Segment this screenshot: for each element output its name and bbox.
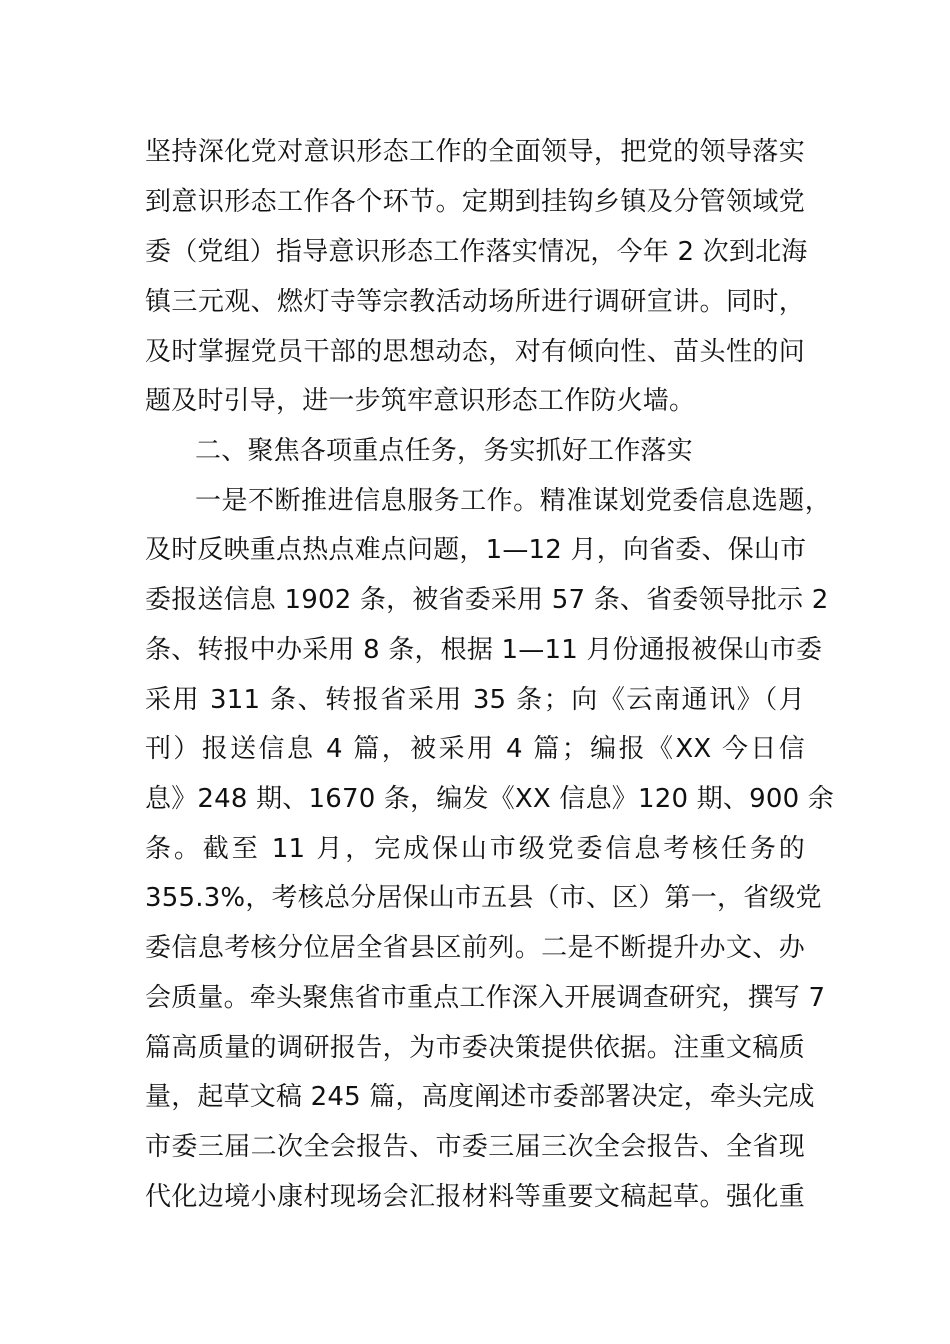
- paragraph-line-4: 镇三元观、燃灯寺等宗教活动场所进行调研宣讲。同时，: [145, 287, 805, 317]
- paragraph-line-13: 息》248 期、1670 条，编发《XX 信息》120 期、900 余: [145, 784, 834, 814]
- paragraph-line-3: 委（党组）指导意识形态工作落实情况，今年 2 次到北海: [145, 237, 808, 267]
- paragraph-line-9: 委报送信息 1902 条，被省委采用 57 条、省委领导批示 2: [145, 585, 829, 615]
- paragraph-line-21: 代化边境小康村现场会汇报材料等重要文稿起草。强化重: [145, 1182, 805, 1212]
- paragraph-line-1: 坚持深化党对意识形态工作的全面领导，把党的领导落实: [145, 137, 805, 167]
- paragraph-line-15: 355.3%，考核总分居保山市五县（市、区）第一，省级党: [145, 883, 822, 913]
- section-heading: 二、聚焦各项重点任务，务实抓好工作落实: [195, 436, 693, 466]
- paragraph-line-20: 市委三届二次全会报告、市委三届三次全会报告、全省现: [145, 1132, 805, 1162]
- paragraph-line-14: 条。截至 11 月，完成保山市级党委信息考核任务的: [145, 834, 805, 864]
- paragraph-line-19: 量，起草文稿 245 篇，高度阐述市委部署决定，牵头完成: [145, 1082, 815, 1112]
- paragraph-line-11: 采用 311 条、转报省采用 35 条；向《云南通讯》（月: [145, 685, 805, 715]
- paragraph-line-6: 题及时引导，进一步筑牢意识形态工作防火墙。: [145, 386, 696, 416]
- paragraph-line-8: 及时反映重点热点难点问题，1—12 月，向省委、保山市: [145, 535, 807, 565]
- paragraph-line-5: 及时掌握党员干部的思想动态，对有倾向性、苗头性的问: [145, 337, 805, 367]
- paragraph-line-10: 条、转报中办采用 8 条，根据 1—11 月份通报被保山市委: [145, 635, 823, 665]
- paragraph-line-2: 到意识形态工作各个环节。定期到挂钩乡镇及分管领域党: [145, 187, 805, 217]
- paragraph-line-12: 刊）报送信息 4 篇，被采用 4 篇；编报《XX 今日信: [145, 734, 805, 764]
- paragraph-line-18: 篇高质量的调研报告，为市委决策提供依据。注重文稿质: [145, 1033, 805, 1063]
- paragraph-line-17: 会质量。牵头聚焦省市重点工作深入开展调查研究，撰写 7: [145, 983, 826, 1013]
- paragraph-line-7: 一是不断推进信息服务工作。精准谋划党委信息选题，: [195, 486, 831, 516]
- paragraph-line-16: 委信息考核分位居全省县区前列。二是不断提升办文、办: [145, 933, 805, 963]
